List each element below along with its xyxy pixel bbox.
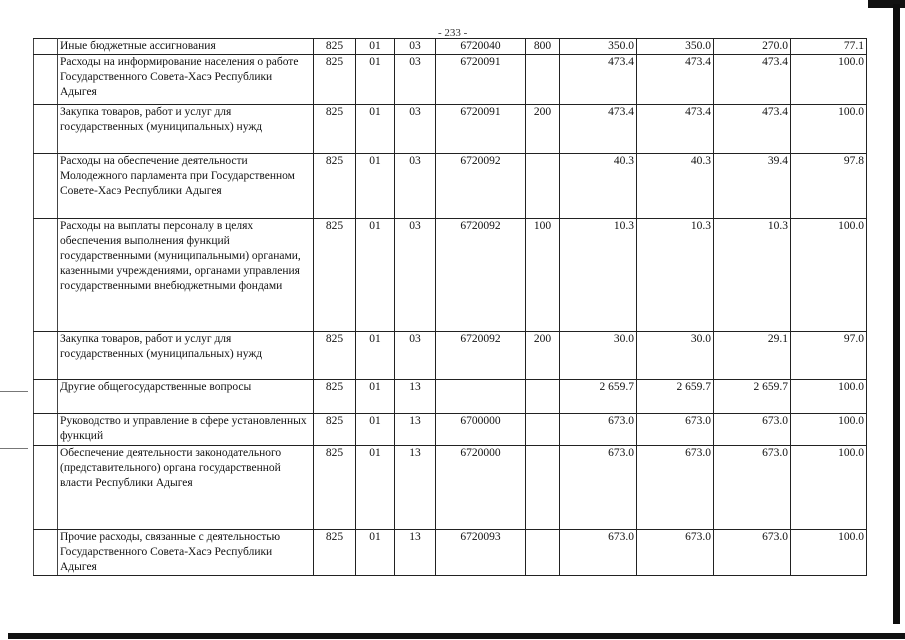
row-margin-cell <box>34 55 58 105</box>
target-article-code: 6720040 <box>436 39 526 55</box>
table-row <box>34 39 867 55</box>
subsection-code: 03 <box>395 39 436 55</box>
expense-type-code <box>526 154 560 219</box>
ministry-code: 825 <box>314 219 356 332</box>
table-row <box>34 530 867 576</box>
table-row <box>34 219 867 332</box>
table-row <box>34 446 867 530</box>
amount-adjusted: 10.3 <box>637 219 714 332</box>
execution-percent: 97.0 <box>791 332 867 380</box>
amount-executed: 673.0 <box>714 530 791 576</box>
ministry-code: 825 <box>314 105 356 154</box>
expense-type-code: 800 <box>526 39 560 55</box>
scan-mark <box>0 448 28 449</box>
amount-plan: 673.0 <box>560 446 637 530</box>
target-article-code: 6700000 <box>436 414 526 446</box>
amount-adjusted: 30.0 <box>637 332 714 380</box>
row-margin-cell <box>34 219 58 332</box>
expense-type-code: 100 <box>526 219 560 332</box>
section-code: 01 <box>356 154 395 219</box>
item-name: Расходы на информирование населения о работе Государственного Совета-Хасэ Республики Адыгея <box>58 55 314 105</box>
ministry-code: 825 <box>314 332 356 380</box>
amount-adjusted: 673.0 <box>637 414 714 446</box>
ministry-code: 825 <box>314 154 356 219</box>
item-name: Другие общегосударственные вопросы <box>58 380 314 414</box>
execution-percent: 97.8 <box>791 154 867 219</box>
page-number: - 233 - <box>438 27 468 39</box>
amount-plan: 30.0 <box>560 332 637 380</box>
ministry-code: 825 <box>314 39 356 55</box>
subsection-code: 03 <box>395 219 436 332</box>
table-row <box>34 105 867 154</box>
table-row <box>34 332 867 380</box>
amount-plan: 2 659.7 <box>560 380 637 414</box>
budget-table-body <box>34 39 867 576</box>
amount-executed: 270.0 <box>714 39 791 55</box>
section-code: 01 <box>356 380 395 414</box>
row-margin-cell <box>34 530 58 576</box>
execution-percent: 100.0 <box>791 380 867 414</box>
target-article-code: 6720000 <box>436 446 526 530</box>
page-border-right <box>893 4 900 624</box>
amount-adjusted: 2 659.7 <box>637 380 714 414</box>
budget-table <box>33 38 867 576</box>
section-code: 01 <box>356 55 395 105</box>
amount-executed: 2 659.7 <box>714 380 791 414</box>
scan-mark <box>0 391 28 392</box>
amount-executed: 10.3 <box>714 219 791 332</box>
execution-percent: 100.0 <box>791 219 867 332</box>
amount-plan: 473.4 <box>560 105 637 154</box>
expense-type-code <box>526 55 560 105</box>
expense-type-code <box>526 414 560 446</box>
row-margin-cell <box>34 154 58 219</box>
amount-plan: 673.0 <box>560 414 637 446</box>
amount-plan: 10.3 <box>560 219 637 332</box>
target-article-code: 6720091 <box>436 105 526 154</box>
item-name: Расходы на обеспечение деятельности Молодежного парламента при Государственном Совете-Хасэ Республики Адыгея <box>58 154 314 219</box>
target-article-code <box>436 380 526 414</box>
amount-executed: 473.4 <box>714 105 791 154</box>
subsection-code: 03 <box>395 55 436 105</box>
section-code: 01 <box>356 446 395 530</box>
section-code: 01 <box>356 105 395 154</box>
amount-adjusted: 473.4 <box>637 55 714 105</box>
row-margin-cell <box>34 380 58 414</box>
subsection-code: 13 <box>395 414 436 446</box>
execution-percent: 100.0 <box>791 530 867 576</box>
target-article-code: 6720092 <box>436 219 526 332</box>
amount-executed: 39.4 <box>714 154 791 219</box>
table-row <box>34 154 867 219</box>
ministry-code: 825 <box>314 55 356 105</box>
ministry-code: 825 <box>314 380 356 414</box>
amount-adjusted: 673.0 <box>637 446 714 530</box>
table-row <box>34 380 867 414</box>
execution-percent: 77.1 <box>791 39 867 55</box>
execution-percent: 100.0 <box>791 105 867 154</box>
amount-plan: 350.0 <box>560 39 637 55</box>
budget-table-wrapper <box>33 38 867 576</box>
section-code: 01 <box>356 530 395 576</box>
amount-executed: 673.0 <box>714 414 791 446</box>
expense-type-code <box>526 380 560 414</box>
execution-percent: 100.0 <box>791 446 867 530</box>
ministry-code: 825 <box>314 530 356 576</box>
ministry-code: 825 <box>314 446 356 530</box>
target-article-code: 6720091 <box>436 55 526 105</box>
section-code: 01 <box>356 39 395 55</box>
subsection-code: 03 <box>395 154 436 219</box>
item-name: Иные бюджетные ассигнования <box>58 39 314 55</box>
ministry-code: 825 <box>314 414 356 446</box>
item-name: Закупка товаров, работ и услуг для государственных (муниципальных) нужд <box>58 332 314 380</box>
subsection-code: 03 <box>395 105 436 154</box>
item-name: Закупка товаров, работ и услуг для государственных (муниципальных) нужд <box>58 105 314 154</box>
amount-plan: 473.4 <box>560 55 637 105</box>
item-name: Расходы на выплаты персоналу в целях обеспечения выполнения функций государственными (муниципальными) органами, казенными учреждениями, органами управления государственными внебюджетными фондами <box>58 219 314 332</box>
item-name: Прочие расходы, связанные с деятельностью Государственного Совета-Хасэ Республики Адыгея <box>58 530 314 576</box>
amount-adjusted: 40.3 <box>637 154 714 219</box>
amount-adjusted: 673.0 <box>637 530 714 576</box>
row-margin-cell <box>34 446 58 530</box>
target-article-code: 6720092 <box>436 154 526 219</box>
row-margin-cell <box>34 39 58 55</box>
subsection-code: 13 <box>395 380 436 414</box>
target-article-code: 6720093 <box>436 530 526 576</box>
row-margin-cell <box>34 332 58 380</box>
page-border-bottom <box>8 633 905 639</box>
table-row <box>34 55 867 105</box>
table-row <box>34 414 867 446</box>
amount-executed: 29.1 <box>714 332 791 380</box>
expense-type-code <box>526 446 560 530</box>
expense-type-code <box>526 530 560 576</box>
amount-executed: 473.4 <box>714 55 791 105</box>
execution-percent: 100.0 <box>791 414 867 446</box>
subsection-code: 03 <box>395 332 436 380</box>
amount-plan: 673.0 <box>560 530 637 576</box>
expense-type-code: 200 <box>526 105 560 154</box>
item-name: Руководство и управление в сфере установленных функций <box>58 414 314 446</box>
section-code: 01 <box>356 332 395 380</box>
item-name: Обеспечение деятельности законодательного (представительного) органа государственной власти Республики Адыгея <box>58 446 314 530</box>
subsection-code: 13 <box>395 530 436 576</box>
expense-type-code: 200 <box>526 332 560 380</box>
section-code: 01 <box>356 219 395 332</box>
row-margin-cell <box>34 105 58 154</box>
target-article-code: 6720092 <box>436 332 526 380</box>
amount-adjusted: 350.0 <box>637 39 714 55</box>
amount-plan: 40.3 <box>560 154 637 219</box>
row-margin-cell <box>34 414 58 446</box>
subsection-code: 13 <box>395 446 436 530</box>
amount-adjusted: 473.4 <box>637 105 714 154</box>
amount-executed: 673.0 <box>714 446 791 530</box>
section-code: 01 <box>356 414 395 446</box>
execution-percent: 100.0 <box>791 55 867 105</box>
